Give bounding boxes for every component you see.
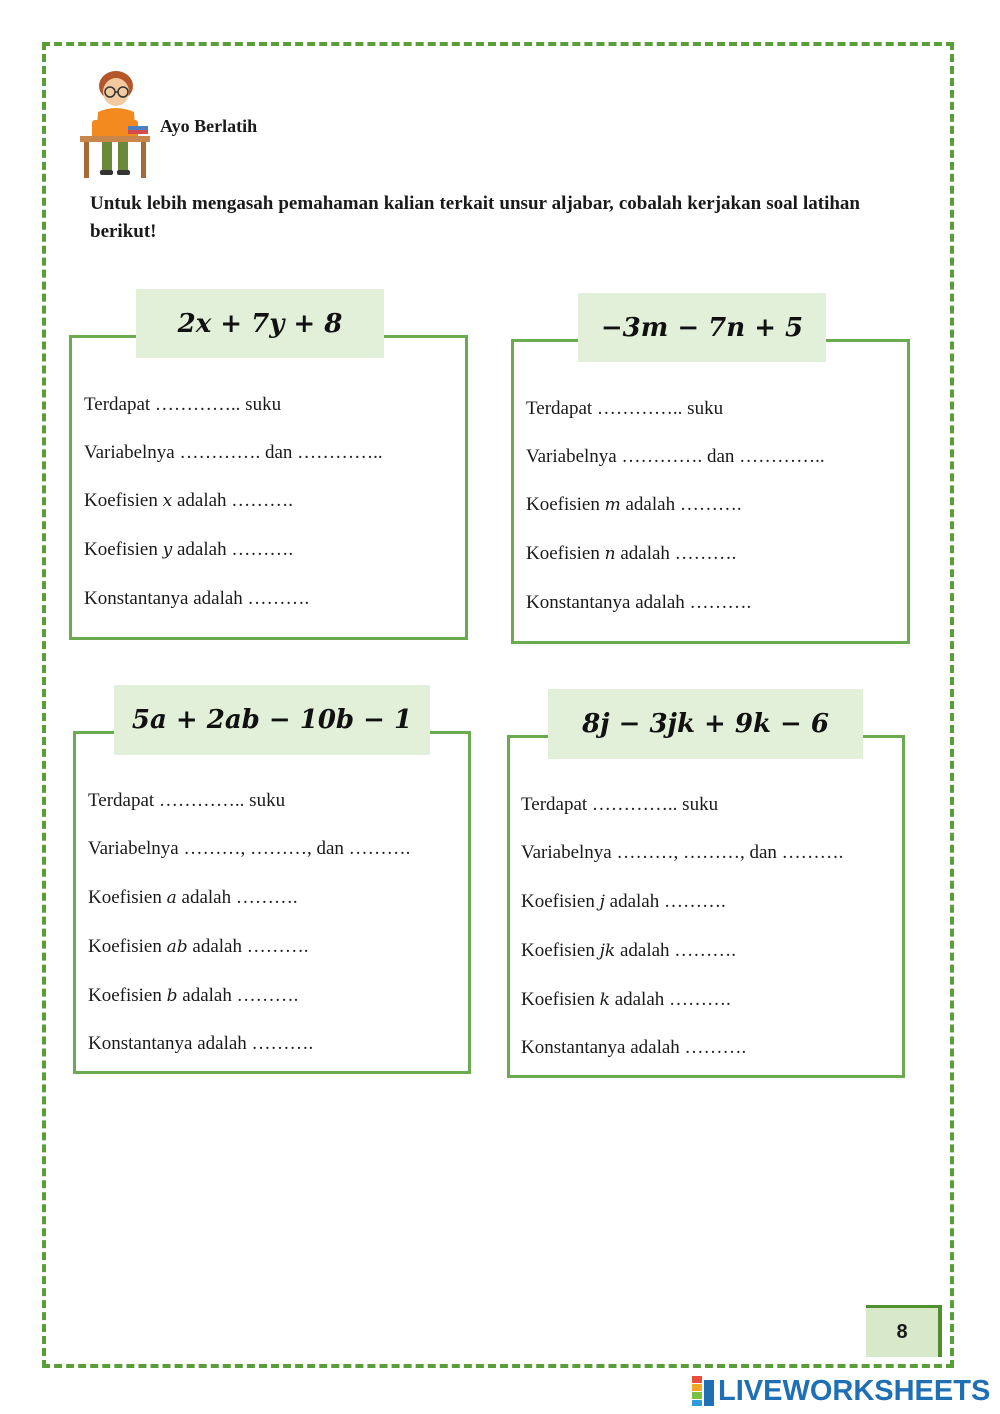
- section-heading: Ayo Berlatih: [160, 116, 258, 136]
- variable-n: n: [604, 544, 616, 564]
- card-2-line-3: Koefisien m adalah ……….: [526, 494, 742, 515]
- liveworksheets-mark-icon: [692, 1376, 714, 1406]
- card-3-line-1: Terdapat ………….. suku: [88, 790, 286, 811]
- expression-label-4: 8j − 3jk + 9k − 6: [548, 689, 863, 759]
- card-4-line-5: Koefisien k adalah ……….: [521, 989, 731, 1010]
- card-1-line-4: Koefisien y adalah ……….: [84, 539, 294, 560]
- card-4-line-2: Variabelnya ………, ………, dan ……….: [521, 842, 844, 863]
- card-2-line-4: Koefisien n adalah ……….: [526, 543, 737, 564]
- card-1-line-1: Terdapat ………….. suku: [84, 394, 282, 415]
- card-2-line-5: Konstantanya adalah ……….: [526, 592, 752, 613]
- card-2-line-1: Terdapat ………….. suku: [526, 398, 724, 419]
- logo-text: LIVEWORKSHEETS: [718, 1374, 991, 1407]
- variable-k: k: [599, 990, 610, 1010]
- variable-y: y: [162, 540, 173, 560]
- student-mascot-icon: [78, 64, 152, 180]
- card-4-line-1: Terdapat ………….. suku: [521, 794, 719, 815]
- card-4-line-6: Konstantanya adalah ……….: [521, 1037, 747, 1058]
- variable-x: x: [162, 491, 173, 511]
- card-3-line-5: Koefisien b adalah ……….: [88, 985, 299, 1006]
- variable-jk: jk: [599, 941, 616, 961]
- card-3-line-6: Konstantanya adalah ……….: [88, 1033, 314, 1054]
- expression-label-1: 2x + 7y + 8: [136, 289, 384, 358]
- variable-j: j: [599, 892, 605, 912]
- expression-label-2: −3m − 7n + 5: [578, 293, 826, 362]
- card-1-line-3: Koefisien x adalah ……….: [84, 490, 294, 511]
- card-1-line-5: Konstantanya adalah ……….: [84, 588, 310, 609]
- liveworksheets-logo: [692, 1374, 990, 1408]
- page-number: 8: [866, 1305, 942, 1357]
- card-2-line-2: Variabelnya …………. dan …………..: [526, 446, 825, 467]
- variable-m: m: [604, 495, 621, 515]
- variable-a: a: [166, 888, 177, 908]
- card-4-line-4: Koefisien jk adalah ……….: [521, 940, 737, 961]
- card-3-line-2: Variabelnya ………, ………, dan ……….: [88, 838, 411, 859]
- expression-label-3: 5a + 2ab − 10b − 1: [114, 685, 430, 755]
- card-3-line-3: Koefisien a adalah ……….: [88, 887, 298, 908]
- variable-b: b: [166, 986, 178, 1006]
- variable-ab: ab: [166, 937, 188, 957]
- card-3-line-4: Koefisien ab adalah ……….: [88, 936, 309, 957]
- card-1-line-2: Variabelnya …………. dan …………..: [84, 442, 383, 463]
- instruction-text: Untuk lebih mengasah pemahaman kalian terkait unsur aljabar, cobalah kerjakan soal latihan berikut!: [90, 193, 860, 242]
- card-4-line-3: Koefisien j adalah ……….: [521, 891, 726, 912]
